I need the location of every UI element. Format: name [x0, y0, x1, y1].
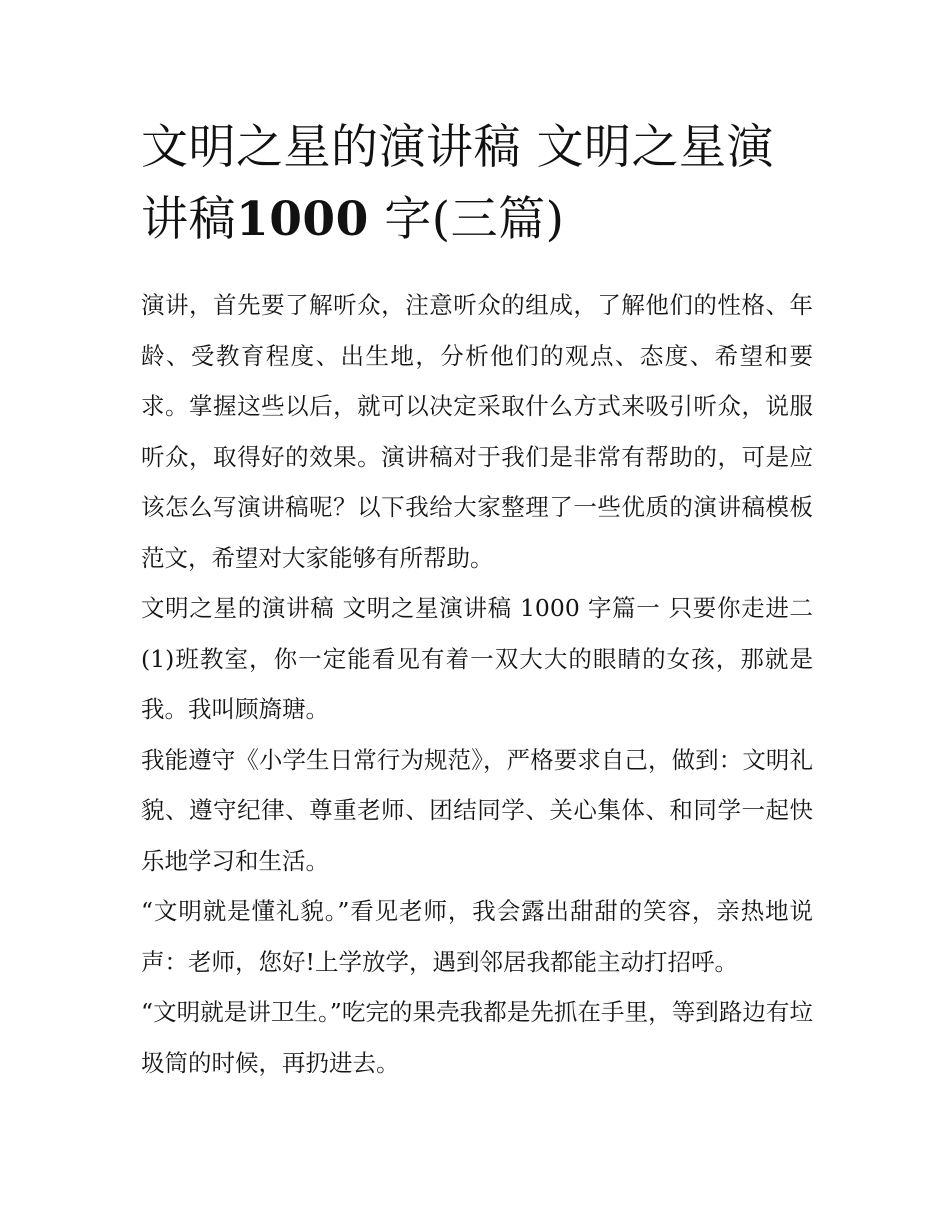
title-number: 1000	[236, 192, 369, 247]
document-content	[141, 112, 813, 1088]
document-title	[141, 112, 813, 256]
paragraph-hygiene: “文明就是讲卫生。”吃完的果壳我都是先抓在手里，等到路边有垃圾筒的时候，再扔进去。	[141, 998, 813, 1077]
title-text-part1: 文明之星的演讲稿 文明之星演讲稿	[141, 120, 774, 247]
paragraph-politeness: “文明就是懂礼貌。”看见老师，我会露出甜甜的笑容，亲热地说声：老师，您好!上学放学，遇到邻居我都能主动打招呼。	[141, 897, 813, 976]
paragraph-intro: 演讲，首先要了解听众，注意听众的组成，了解他们的性格、年龄、受教育程度、出生地，分析他们的观点、态度、希望和要求。掌握这些以后，就可以决定采取什么方式来吸引听众，说服听众，取得好的效果。演讲稿对于我们是非常有帮助的，可是应该怎么写演讲稿呢？以下我给大家整理了一些优质的演讲稿模板范文，希望对大家能够有所帮助。	[141, 291, 813, 572]
paragraph-rules: 我能遵守《小学生日常行为规范》，严格要求自己，做到：文明礼貌、遵守纪律、尊重老师、团结同学、关心集体、和同学一起快乐地学习和生活。	[141, 745, 813, 875]
paragraph-speech-one-opening: 文明之星的演讲稿 文明之星演讲稿 1000 字篇一 只要你走进二(1)班教室，你一定能看见有着一双大大的眼睛的女孩，那就是我。我叫顾旖瑭。	[141, 594, 813, 723]
title-text-part2: 字(三篇)	[368, 192, 565, 247]
